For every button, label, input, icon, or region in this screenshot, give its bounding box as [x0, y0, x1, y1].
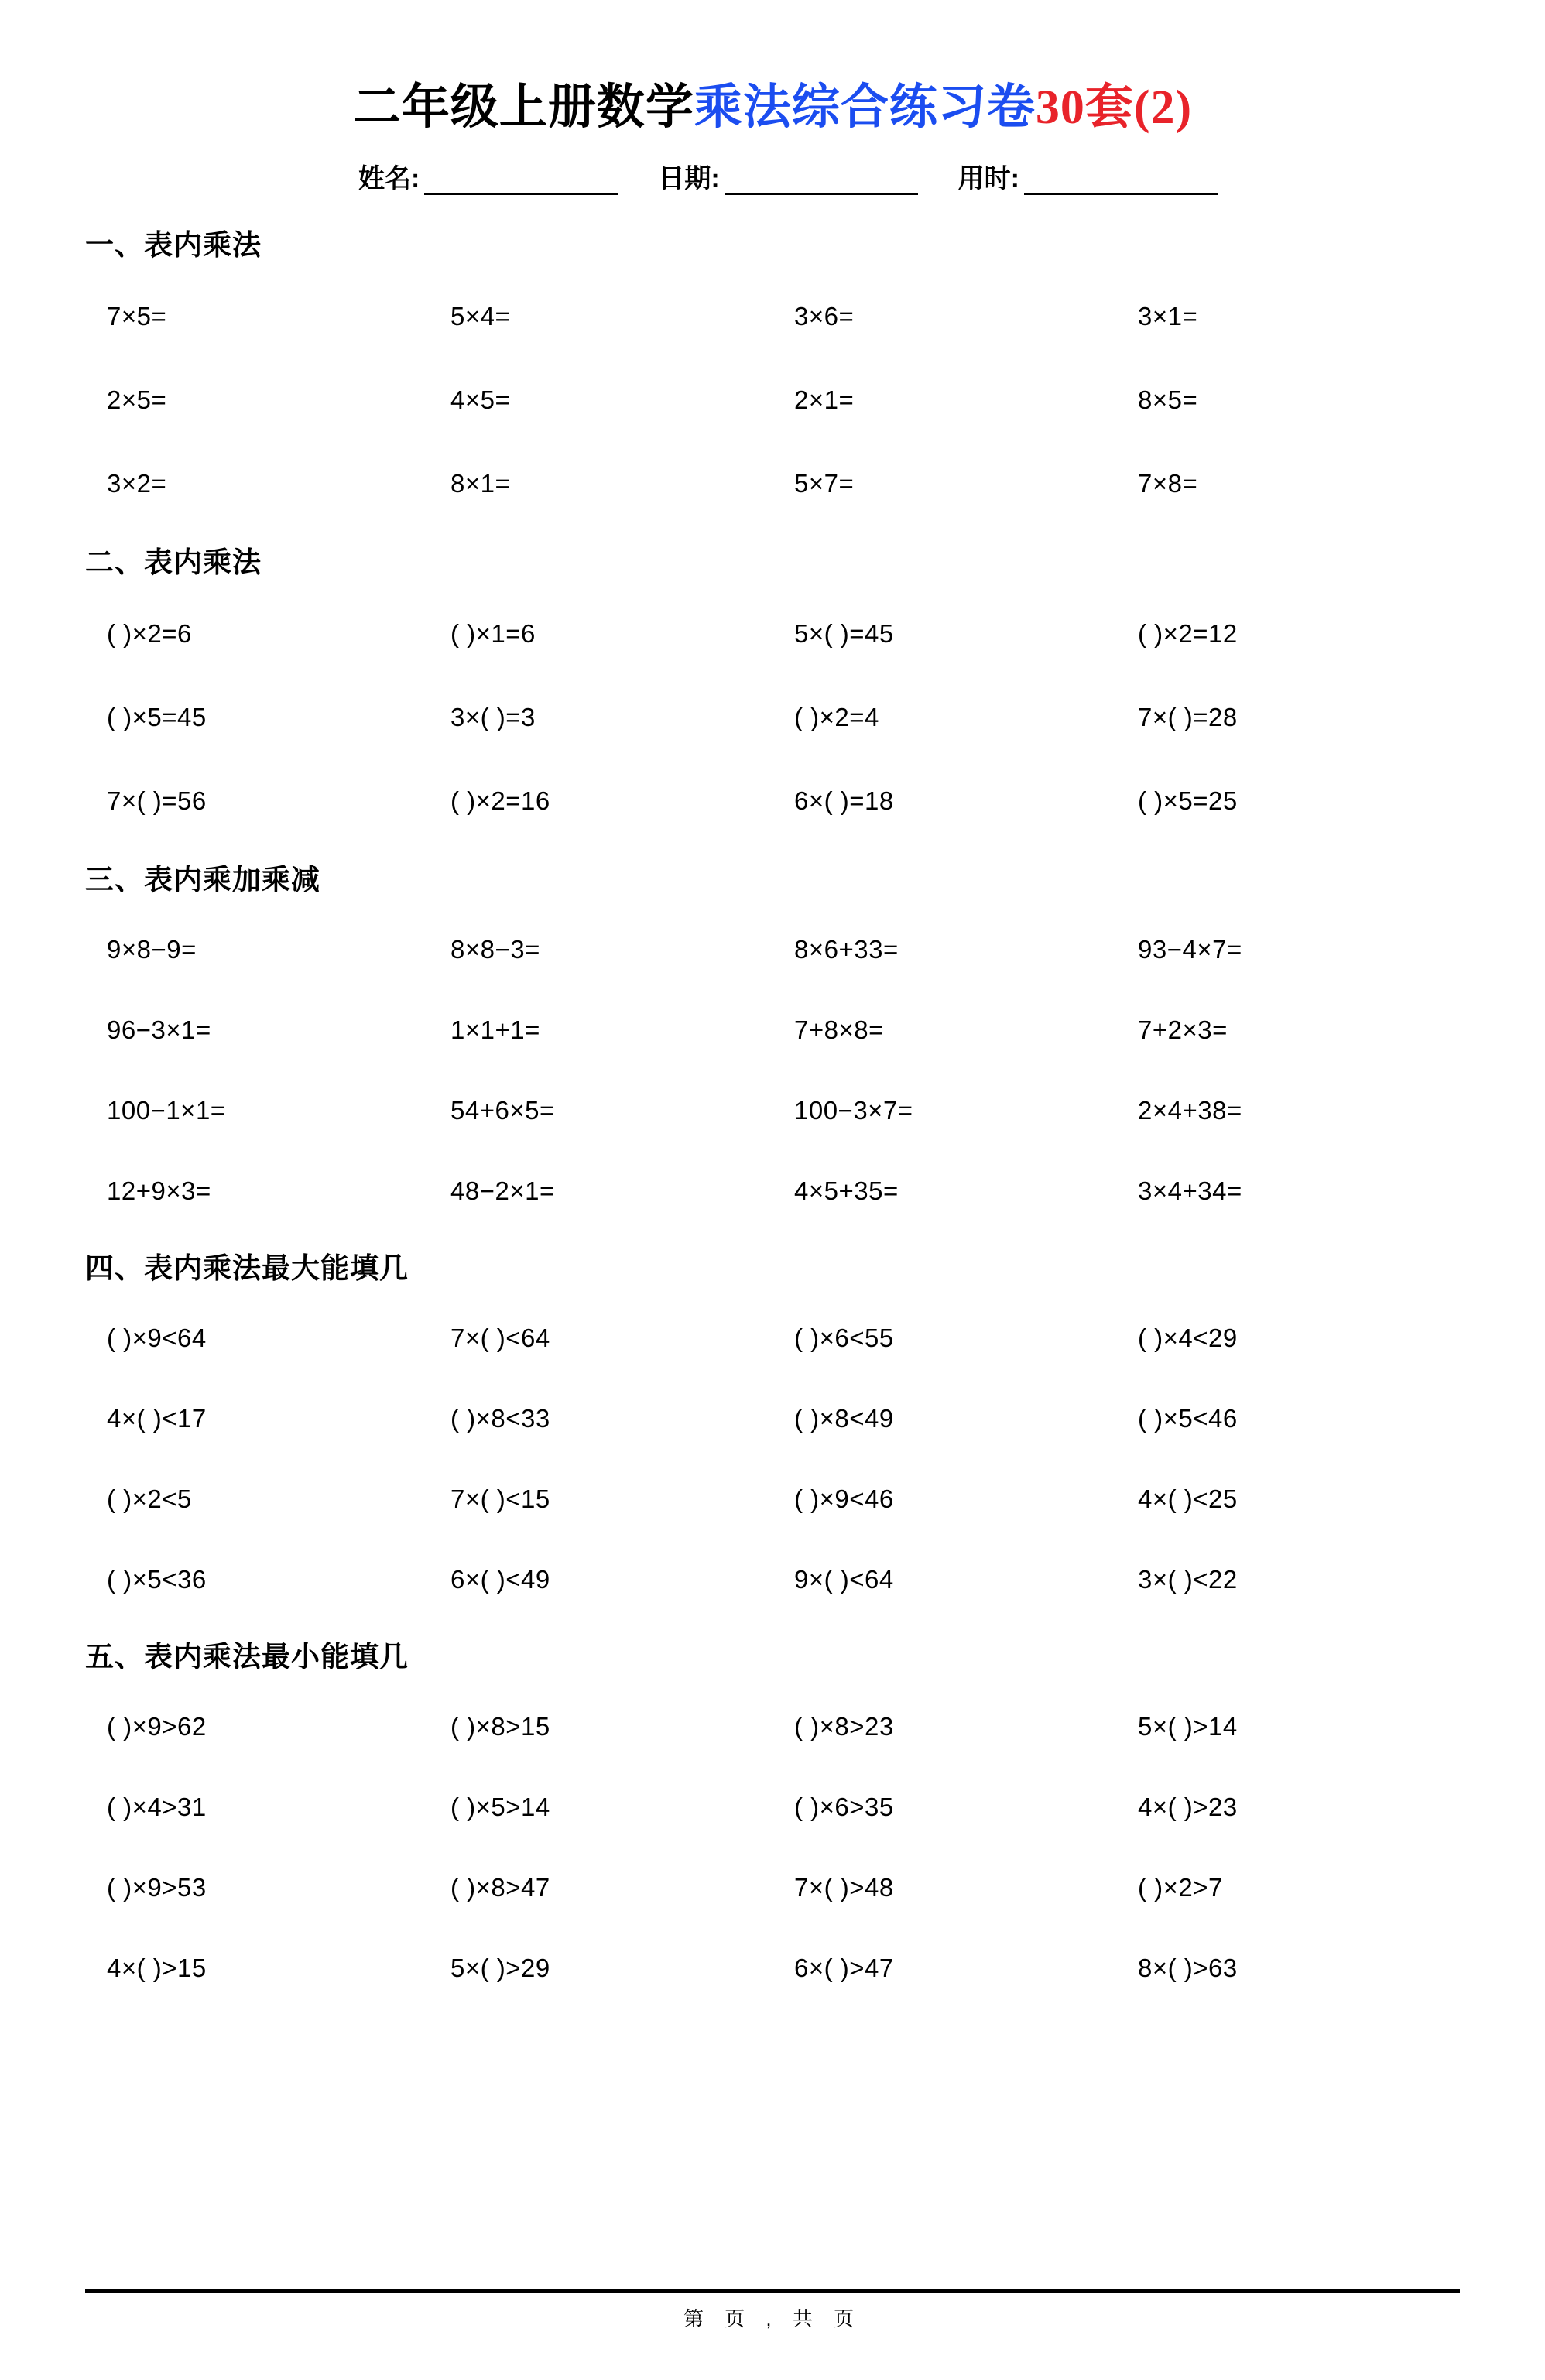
question-item[interactable]: 3×6=: [794, 301, 855, 330]
question-item[interactable]: 8×5=: [1138, 385, 1198, 414]
question-item[interactable]: 4×( )>15: [107, 1953, 207, 1982]
question-item[interactable]: ( )×2=16: [450, 786, 550, 815]
section-3: [85, 856, 1460, 1231]
title-red-part: 30套(2): [1035, 81, 1193, 134]
question-item[interactable]: 7×5=: [107, 301, 167, 330]
question-item[interactable]: 4×( )>23: [1138, 1792, 1238, 1821]
question-item[interactable]: 48−2×1=: [450, 1176, 555, 1205]
question-item[interactable]: 2×1=: [794, 385, 855, 414]
question-item[interactable]: ( )×4>31: [107, 1792, 207, 1821]
question-item[interactable]: ( )×2=12: [1138, 618, 1238, 648]
page-footer: [85, 2289, 1460, 2332]
question-item[interactable]: 6×( )=18: [794, 786, 894, 815]
question-item[interactable]: 7+8×8=: [794, 1015, 884, 1044]
question-item[interactable]: 4×( )<25: [1138, 1484, 1238, 1513]
question-item[interactable]: 3×( )<22: [1138, 1564, 1238, 1594]
question-item[interactable]: 7×( )=56: [107, 786, 207, 815]
question-item[interactable]: ( )×5<36: [107, 1564, 207, 1594]
question-item[interactable]: 1×1+1=: [450, 1015, 540, 1044]
question-item[interactable]: ( )×8>47: [450, 1872, 550, 1902]
question-item[interactable]: 93−4×7=: [1138, 934, 1242, 964]
question-item[interactable]: 100−3×7=: [794, 1095, 913, 1125]
question-item[interactable]: 12+9×3=: [107, 1176, 211, 1205]
page-title: [85, 68, 1460, 137]
section-2-questions: [85, 591, 1460, 842]
question-item[interactable]: ( )×6>35: [794, 1792, 894, 1821]
question-item[interactable]: 8×6+33=: [794, 934, 899, 964]
question-item[interactable]: 3×1=: [1138, 301, 1198, 330]
question-item[interactable]: 3×2=: [107, 468, 167, 498]
name-label: 姓名:: [358, 164, 420, 193]
question-item[interactable]: ( )×9>62: [107, 1711, 207, 1741]
question-item[interactable]: 7×( )=28: [1138, 702, 1238, 731]
question-item[interactable]: 9×( )<64: [794, 1564, 894, 1594]
question-item[interactable]: ( )×8<49: [794, 1403, 894, 1433]
question-item[interactable]: 54+6×5=: [450, 1095, 555, 1125]
section-1-heading: 一、表内乘法: [85, 229, 262, 261]
section-2-heading: 二、表内乘法: [85, 546, 262, 578]
question-item[interactable]: ( )×9<46: [794, 1484, 894, 1513]
question-item[interactable]: 6×( )<49: [450, 1564, 550, 1594]
question-item[interactable]: ( )×5>14: [450, 1792, 550, 1821]
question-item[interactable]: ( )×1=6: [450, 618, 536, 648]
section-5: [85, 1633, 1460, 2008]
question-item[interactable]: 8×( )>63: [1138, 1953, 1238, 1982]
question-item[interactable]: 2×5=: [107, 385, 167, 414]
date-field-group: [658, 157, 917, 195]
question-item[interactable]: 7×8=: [1138, 468, 1198, 498]
section-3-heading: 三、表内乘加乘减: [85, 864, 320, 895]
question-item[interactable]: 8×1=: [450, 468, 511, 498]
date-label: 日期:: [658, 164, 720, 193]
question-item[interactable]: 5×( )>14: [1138, 1711, 1238, 1741]
section-4: [85, 1245, 1460, 1619]
question-item[interactable]: ( )×5=45: [107, 702, 207, 731]
question-item[interactable]: 5×( )=45: [794, 618, 894, 648]
title-black-part: 二年级上册数学: [352, 81, 694, 134]
question-item[interactable]: 4×5+35=: [794, 1176, 899, 1205]
question-item[interactable]: 2×4+38=: [1138, 1095, 1242, 1125]
question-item[interactable]: 4×5=: [450, 385, 511, 414]
section-4-questions: [85, 1297, 1460, 1619]
question-item[interactable]: 7×( )>48: [794, 1872, 894, 1902]
question-item[interactable]: ( )×4<29: [1138, 1323, 1238, 1352]
footer-divider: [85, 2289, 1460, 2293]
question-item[interactable]: ( )×5<46: [1138, 1403, 1238, 1433]
student-info-row: [85, 157, 1460, 195]
question-item[interactable]: ( )×2=4: [794, 702, 879, 731]
time-field-group: [958, 157, 1218, 195]
section-5-heading: 五、表内乘法最小能填几: [85, 1641, 409, 1673]
section-4-heading: 四、表内乘法最大能填几: [85, 1252, 409, 1284]
question-item[interactable]: ( )×9<64: [107, 1323, 207, 1352]
question-item[interactable]: ( )×2<5: [107, 1484, 192, 1513]
name-input-blank[interactable]: [424, 170, 618, 195]
page-number-text: 第 页 , 共 页: [683, 2307, 862, 2330]
section-1-questions: [85, 274, 1460, 525]
question-item[interactable]: 96−3×1=: [107, 1015, 211, 1044]
section-5-questions: [85, 1686, 1460, 2008]
question-item[interactable]: ( )×5=25: [1138, 786, 1238, 815]
question-item[interactable]: 7×( )<64: [450, 1323, 550, 1352]
question-item[interactable]: 5×7=: [794, 468, 855, 498]
question-item[interactable]: ( )×2>7: [1138, 1872, 1223, 1902]
name-field-group: [358, 157, 618, 195]
question-item[interactable]: ( )×8<33: [450, 1403, 550, 1433]
question-item[interactable]: 9×8−9=: [107, 934, 197, 964]
question-item[interactable]: 4×( )<17: [107, 1403, 207, 1433]
question-item[interactable]: 5×( )>29: [450, 1953, 550, 1982]
question-item[interactable]: ( )×6<55: [794, 1323, 894, 1352]
question-item[interactable]: 6×( )>47: [794, 1953, 894, 1982]
title-blue-part: 乘法综合练习卷: [694, 81, 1036, 134]
question-item[interactable]: 8×8−3=: [450, 934, 540, 964]
question-item[interactable]: ( )×8>23: [794, 1711, 894, 1741]
question-item[interactable]: 5×4=: [450, 301, 511, 330]
question-item[interactable]: ( )×9>53: [107, 1872, 207, 1902]
question-item[interactable]: ( )×8>15: [450, 1711, 550, 1741]
date-input-blank[interactable]: [725, 170, 918, 195]
section-3-questions: [85, 909, 1460, 1231]
question-item[interactable]: 7+2×3=: [1138, 1015, 1228, 1044]
section-2: [85, 539, 1460, 842]
question-item[interactable]: 3×( )=3: [450, 702, 536, 731]
time-label: 用时:: [957, 164, 1019, 193]
question-item[interactable]: 100−1×1=: [107, 1095, 226, 1125]
question-item[interactable]: 7×( )<15: [450, 1484, 550, 1513]
time-input-blank[interactable]: [1024, 170, 1218, 195]
question-item[interactable]: ( )×2=6: [107, 618, 192, 648]
section-1: [85, 221, 1460, 525]
question-item[interactable]: 3×4+34=: [1138, 1176, 1242, 1205]
